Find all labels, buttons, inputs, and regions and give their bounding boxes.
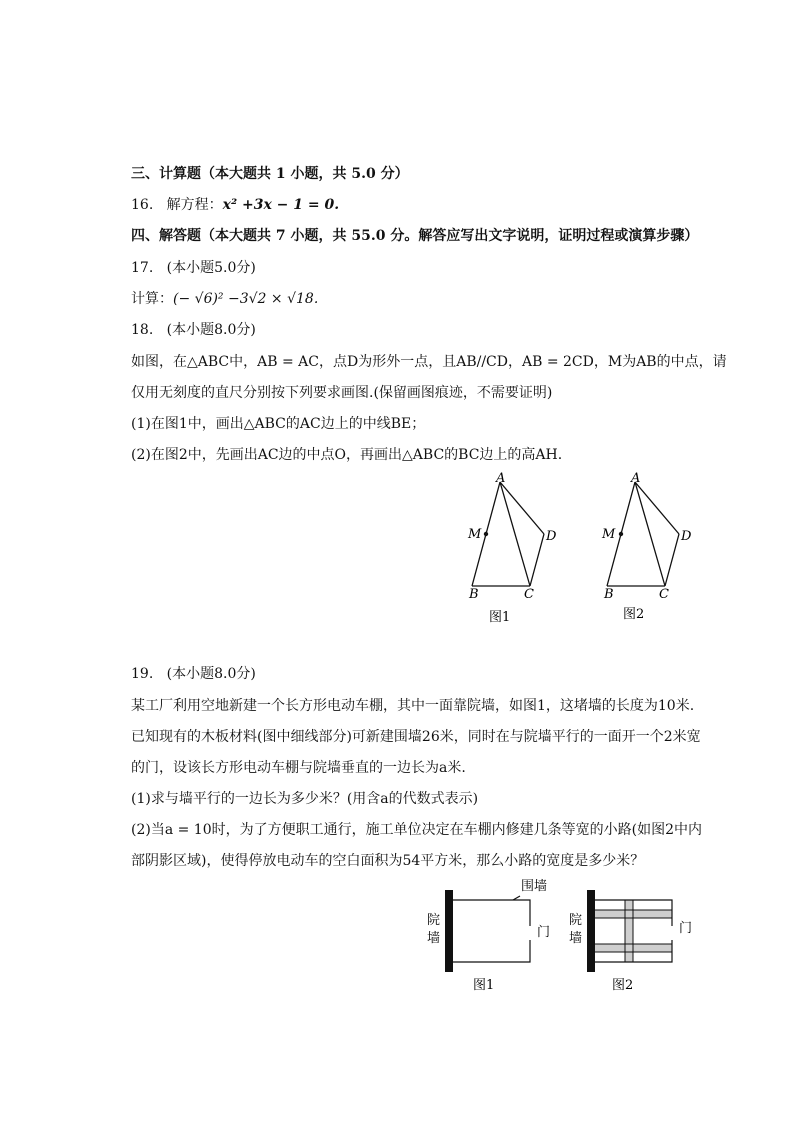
q19-points: (本小题8.0分) — [166, 666, 256, 682]
q19-fig1-fence-label: 围墙 — [521, 879, 548, 894]
q18-number: 18. — [131, 322, 154, 338]
q19-line3: 的门，设该长方形电动车棚与院墙垂直的一边长为a米. — [131, 760, 466, 776]
q18-figure-2 — [595, 470, 705, 630]
q19-figure-2 — [562, 874, 702, 999]
q19-number: 19. — [131, 666, 154, 682]
q19-fig2-courtyard-wall — [587, 890, 595, 972]
q18-fig2-side-ac — [635, 482, 665, 586]
q18-fig2-point-m — [619, 532, 623, 536]
q18-fig2-caption: 图2 — [623, 607, 645, 622]
q18-part1: (1)在图1中，画出△ABC的AC边上的中线BE； — [131, 416, 426, 432]
q18-part2: (2)在图2中，先画出AC边的中点O，再画出△ABC的BC边上的高AH. — [131, 447, 563, 463]
q19-fig1-caption: 图1 — [473, 978, 495, 993]
q18-fig1-label-m: M — [468, 527, 482, 542]
q17-points: (本小题5.0分) — [166, 260, 256, 276]
question-16 — [131, 195, 339, 215]
q19-line1: 某工厂利用空地新建一个长方形电动车棚，其中一面靠院墙，如图1，这堵墙的长度为10米. — [131, 698, 695, 714]
q18-fig2-label-a: A — [631, 471, 641, 486]
q18-line1: 如图，在△ABC中，AB = AC，点D为形外一点，且AB//CD，AB = 2CD，M为AB的中点，请 — [131, 354, 727, 370]
q19-part2b: 部阴影区域)，使得停放电动车的空白面积为54平方米，那么小路的宽度是多少米？ — [131, 853, 645, 869]
q17-prefix: 计算： — [131, 291, 173, 307]
q17-expression: (− √6)² −3√2 × √18. — [173, 291, 319, 307]
q18-fig1-segment-ad — [500, 482, 544, 534]
q19-fig1-fence-bottom — [453, 940, 530, 962]
q18-figure-1 — [462, 470, 572, 630]
q19-fig2-wall-char1: 院 — [569, 913, 583, 928]
q18-fig1-label-a: A — [496, 471, 506, 486]
q18-fig2-label-m: M — [602, 527, 616, 542]
q17-number: 17. — [131, 260, 154, 276]
q18-fig1-point-m — [484, 532, 488, 536]
q19-part1: (1)求与墙平行的一边长为多少米？(用含a的代数式表示) — [131, 791, 479, 807]
question-17-body — [131, 289, 318, 309]
q19-part2a: (2)当a = 10时，为了方便职工通行，施工单位决定在车棚内修建几条等宽的小路(如图2中内 — [131, 822, 702, 838]
q19-fig2-path-vertical — [625, 900, 633, 962]
q18-fig2-label-b: B — [604, 587, 614, 602]
q18-fig1-segment-dc — [530, 534, 544, 586]
q18-fig1-side-ac — [500, 482, 530, 586]
q16-equation: x² +3x − 1 = 0. — [222, 197, 340, 213]
q19-fig1-fence-top — [453, 900, 530, 926]
q19-fig1-wall-char2: 墙 — [427, 931, 441, 946]
q19-fig1-wall-char1: 院 — [427, 913, 441, 928]
q18-fig2-label-d: D — [681, 529, 692, 544]
q18-fig1-label-d: D — [546, 529, 557, 544]
q18-line2: 仅用无刻度的直尺分别按下列要求画图.(保留画图痕迹，不需要证明) — [131, 385, 553, 401]
q16-number: 16. — [131, 197, 154, 213]
q19-fig2-wall-char2: 墙 — [569, 931, 583, 946]
q19-fig1-door-label: 门 — [537, 925, 551, 940]
q19-line2: 已知现有的木板材料(图中细线部分)可新建围墙26米，同时在与院墙平行的一面开一个2米宽 — [131, 729, 701, 745]
q18-fig1-caption: 图1 — [489, 610, 511, 625]
section3-heading: 三、计算题（本大题共 1 小题，共 5.0 分） — [131, 166, 409, 182]
q16-text: 解方程： — [166, 197, 223, 213]
q19-fig2-caption: 图2 — [612, 978, 634, 993]
q19-figure-1 — [420, 874, 560, 999]
q19-fig2-door-label: 门 — [679, 921, 693, 936]
q18-points: (本小题8.0分) — [166, 322, 256, 338]
section4-heading: 四、解答题（本大题共 7 小题，共 55.0 分。解答应写出文字说明，证明过程或演算步骤） — [131, 228, 699, 244]
q18-fig1-label-b: B — [469, 587, 479, 602]
question-18-header — [131, 320, 256, 340]
q18-fig2-segment-dc — [665, 534, 679, 586]
q18-fig2-label-c: C — [659, 587, 669, 602]
question-19-header — [131, 664, 256, 684]
question-17-header — [131, 258, 256, 278]
q19-fig1-courtyard-wall — [445, 890, 453, 972]
q18-fig1-label-c: C — [524, 587, 534, 602]
q18-fig2-segment-ad — [635, 482, 679, 534]
